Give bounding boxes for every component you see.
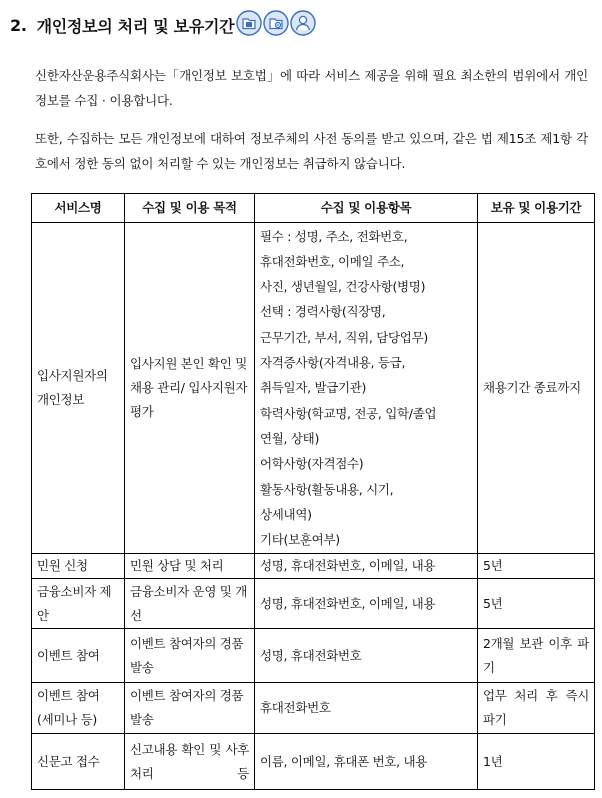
cell-period: 5년: [478, 554, 595, 579]
header-service: 서비스명: [32, 194, 125, 223]
item-line: 취득일자, 발급기관): [260, 380, 367, 396]
intro-paragraph: 신한자산운용주식회사는「개인정보 보호법」에 따라 서비스 제공을 위해 필요 최소한의 범위에서 개인정보를 수집 · 이용합니다.: [35, 68, 588, 108]
cell-service: 이벤트 참여 (세미나 등): [32, 683, 125, 734]
section-heading: [10, 14, 317, 37]
table-row: [32, 223, 595, 554]
item-line: 선택 : 경력사항(직장명,: [260, 304, 386, 320]
cell-purpose: 이벤트 참여자의 경품 발송: [125, 683, 255, 734]
item-line: 학력사항(학교명, 전공, 입학/졸업: [260, 405, 437, 421]
header-items: 수집 및 이용항목: [255, 194, 478, 223]
item-line: 휴대전화번호, 이메일 주소,: [260, 253, 405, 269]
item-line: 어학사항(자격점수): [260, 456, 364, 472]
cell-period: 채용기간 종료까지: [478, 223, 595, 554]
cell-items: 성명, 휴대전화번호: [255, 629, 478, 683]
item-line: 활동사항(활동내용, 시기,: [260, 481, 394, 497]
cell-purpose: 민원 상담 및 처리: [125, 554, 255, 579]
person-icon[interactable]: [290, 10, 316, 36]
table-row: [32, 734, 595, 790]
cell-period: 1년: [478, 734, 595, 790]
item-line: 기타(보훈여부): [260, 532, 340, 548]
header-period: 보유 및 이용기간: [478, 194, 595, 223]
cell-items: 성명, 휴대전화번호, 이메일, 내용: [255, 554, 478, 579]
cell-purpose: 금융소비자 운영 및 개선: [125, 579, 255, 629]
cell-period: 2개월 보관 이후 파기: [478, 629, 595, 683]
folder-settings-icon[interactable]: [263, 10, 289, 36]
retention-table: [31, 193, 595, 790]
folder-document-icon[interactable]: [236, 10, 262, 36]
consent-paragraph: 또한, 수집하는 모든 개인정보에 대하여 정보주체의 사전 동의를 받고 있으며, 같은 법 제15조 제1항 각 호에서 정한 동의 없이 처리할 수 있는 개인정보는 취급하지 않습니다.: [35, 131, 588, 171]
item-line: 상세내역): [260, 506, 312, 522]
item-line: 자격증사항(자격내용, 등급,: [260, 355, 406, 371]
cell-service: 민원 신청: [32, 554, 125, 579]
table-row: [32, 579, 595, 629]
cell-service: 신문고 접수: [32, 734, 125, 790]
table-row: [32, 554, 595, 579]
cell-period: 5년: [478, 579, 595, 629]
cell-items: 휴대전화번호: [255, 683, 478, 734]
table-row: [32, 629, 595, 683]
cell-purpose: 입사지원 본인 확인 및 채용 관리/ 입사지원자 평가: [125, 223, 255, 554]
item-line: 사진, 생년월일, 건강사항(병명): [260, 279, 426, 295]
table-row: [32, 683, 595, 734]
section-title: 개인정보의 처리 및 보유기간: [36, 17, 235, 36]
cell-purpose: 이벤트 참여자의 경품 발송: [125, 629, 255, 683]
cell-items: [255, 223, 478, 554]
cell-purpose: 신고내용 확인 및 사후처리 등: [125, 734, 255, 790]
header-purpose: 수집 및 이용 목적: [125, 194, 255, 223]
cell-service: 입사지원자의 개인정보: [32, 223, 125, 554]
cell-service: 이벤트 참여: [32, 629, 125, 683]
cell-period: 업무 처리 후 즉시 파기: [478, 683, 595, 734]
item-line: 필수 : 성명, 주소, 전화번호,: [260, 228, 408, 244]
section-number: 2.: [10, 16, 27, 35]
cell-items: 성명, 휴대전화번호, 이메일, 내용: [255, 579, 478, 629]
cell-service: 금융소비자 제안: [32, 579, 125, 629]
item-line: 근무기간, 부서, 직위, 담당업무): [260, 329, 428, 345]
item-line: 연월, 상태): [260, 430, 320, 446]
cell-items: 이름, 이메일, 휴대폰 번호, 내용: [255, 734, 478, 790]
table-header-row: [32, 194, 595, 223]
heading-icons: [236, 10, 317, 36]
